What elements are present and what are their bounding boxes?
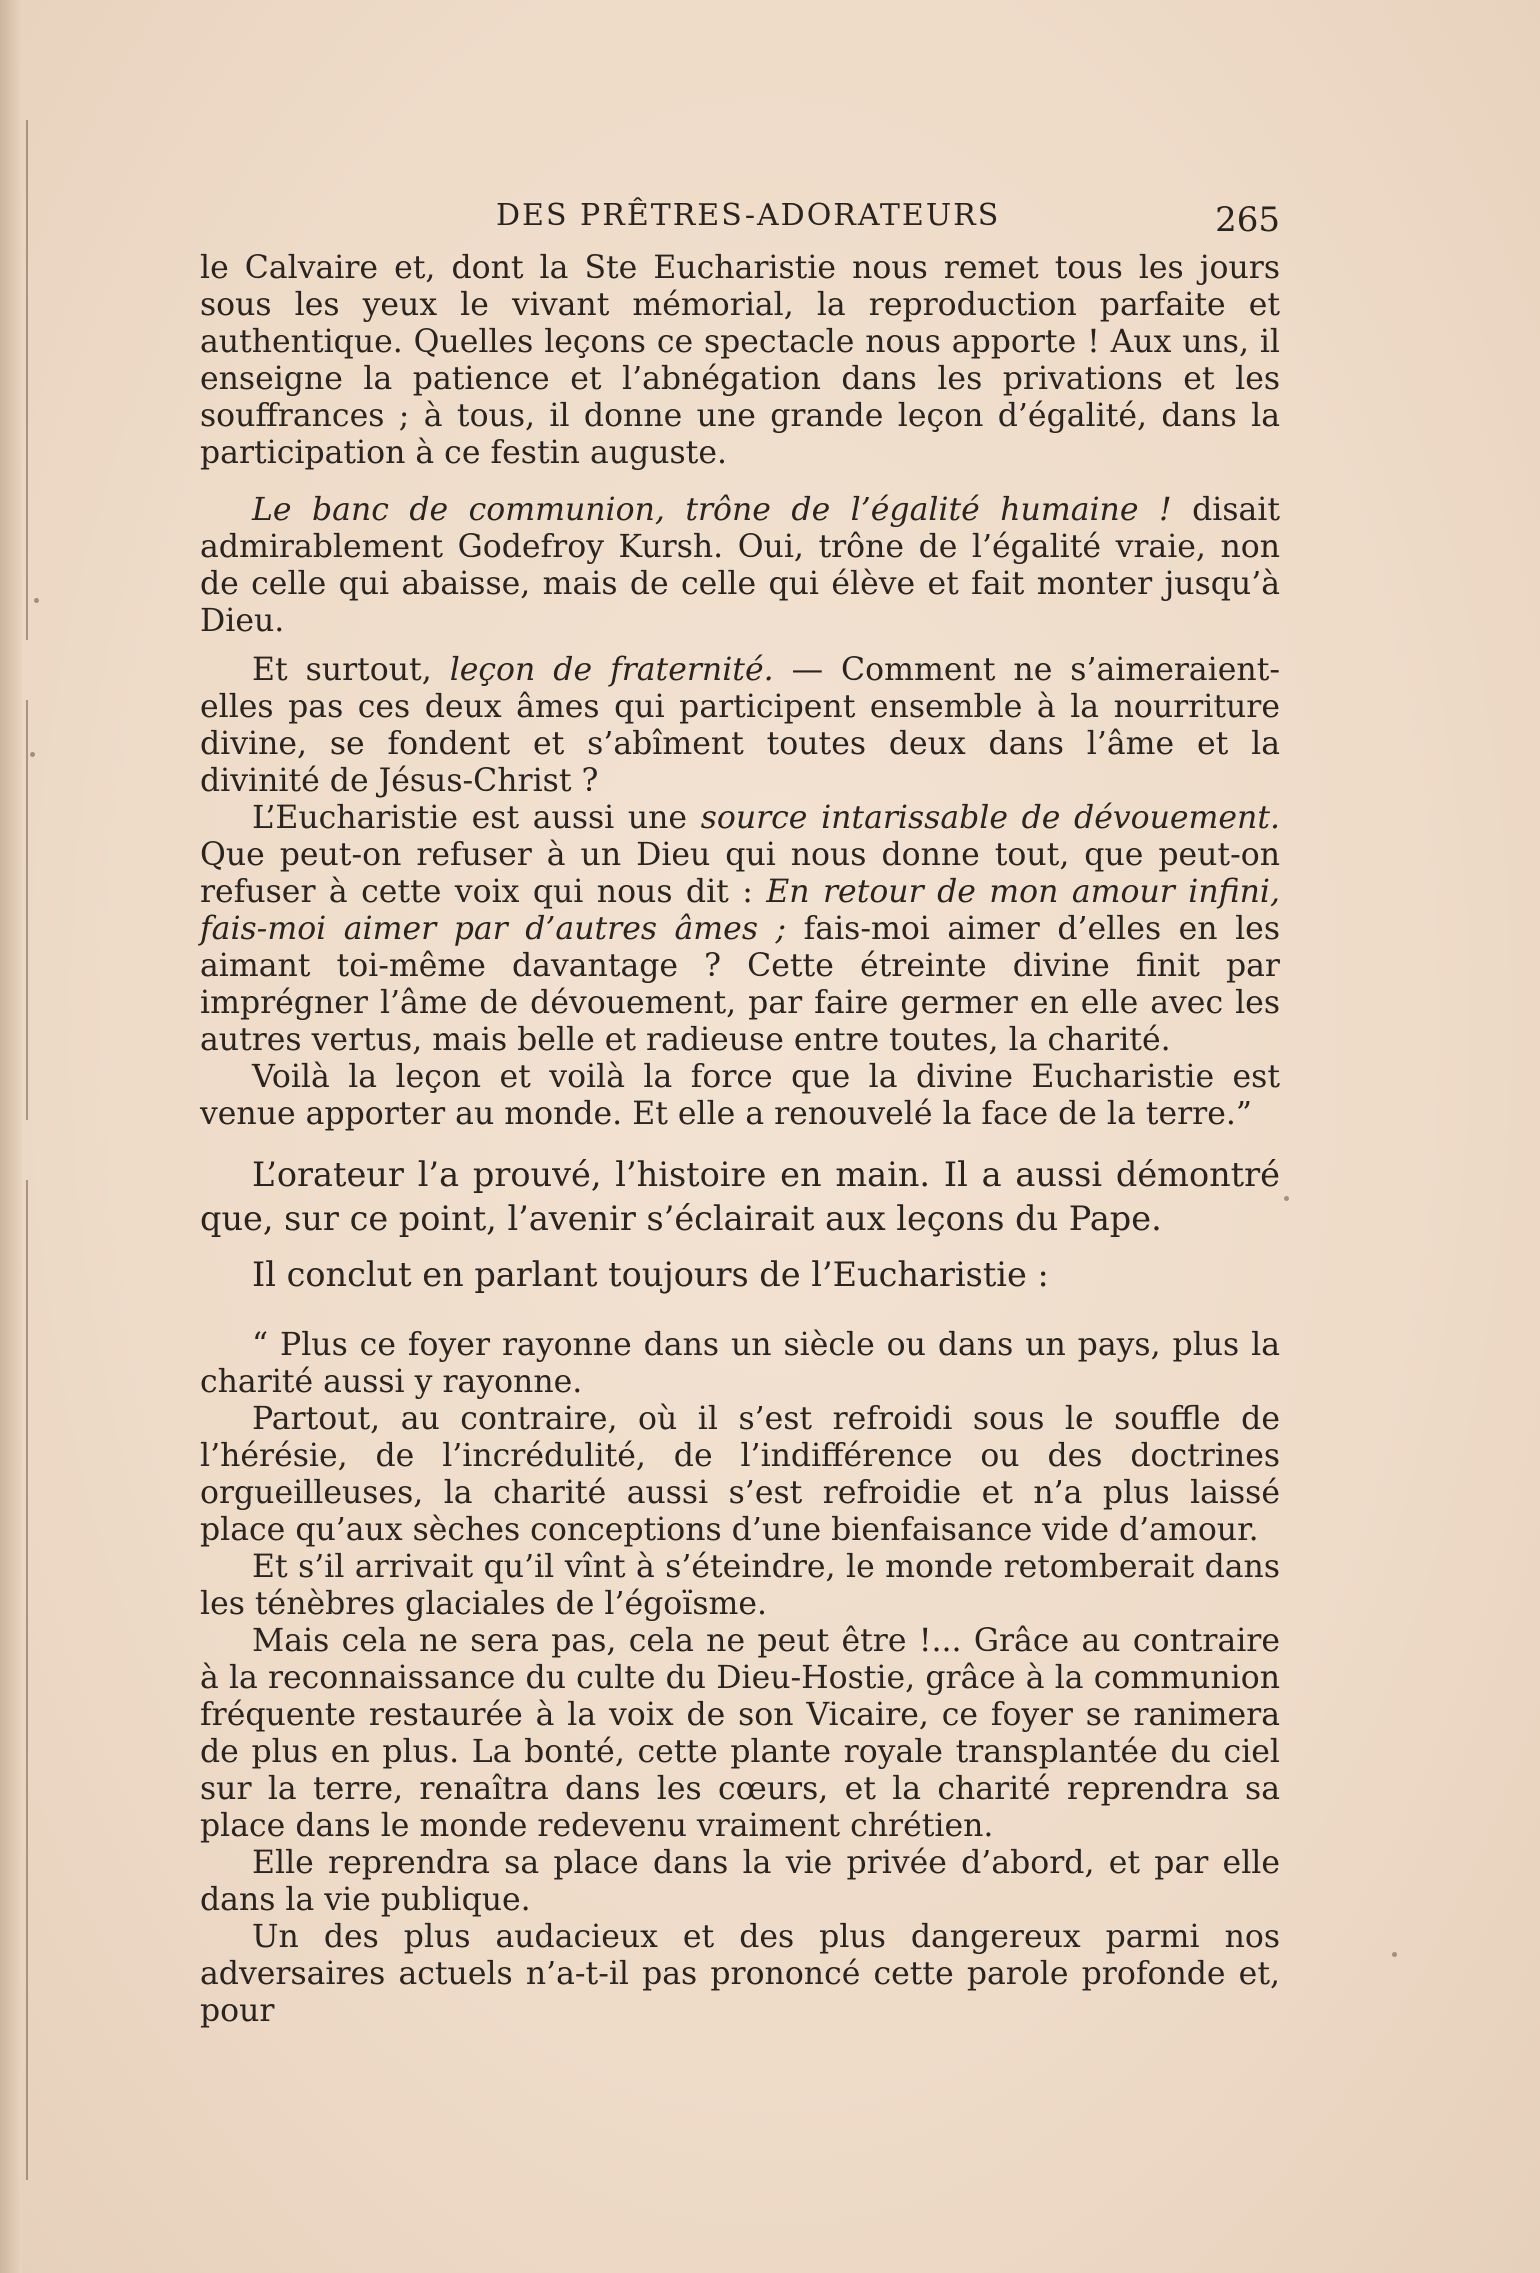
paragraph <box>200 1919 1280 2030</box>
italic-phrase: Le banc de communion, trône de l’égalité humaine ! <box>252 492 1172 528</box>
paragraph-text: Voilà la leçon et voilà la force que la divine Eucharistie est venue apporter au monde. Et elle a renouvelé la face de la terre.” <box>200 1059 1280 1132</box>
paragraph <box>200 652 1280 800</box>
paragraph-text: Un des plus audacieux et des plus dangereux parmi nos adversaires actuels n’a-t-il pas prononcé cette parole profonde et, pour <box>200 1919 1280 2029</box>
paragraph-text: “ Plus ce foyer rayonne dans un siècle ou dans un pays, plus la charité aussi y rayonne. <box>200 1327 1280 1400</box>
paragraph <box>200 492 1280 640</box>
paragraph-text: le Calvaire et, dont la Ste Eucharistie nous remet tous les jours sous les yeux le vivant mémorial, la reproduction parfaite et authentique. Quelles leçons ce spectacle nous apporte ! Aux uns, il enseigne la patience et l’abnégation dans les privations et les souffrances ; à tous, il donne une grande leçon d’égalité, dans la participation à ce festin auguste. <box>200 250 1280 471</box>
paragraph-text: fais-moi aimer d’elles en les aimant toi-même davantage ? Cette étreinte divine finit par imprégner l’âme de dévouement, par faire germer en elle avec les autres vertus, mais belle et radieuse entre toutes, la charité. <box>200 911 1280 1058</box>
paragraph <box>200 1401 1280 1549</box>
gutter-edge-line <box>26 700 28 1120</box>
paragraph <box>200 1549 1280 1623</box>
paper-speck <box>1284 1196 1289 1201</box>
gutter-edge-line <box>26 1180 28 2180</box>
paragraph-text: disait admirablement Godefroy Kursh. Oui, trône de l’égalité vraie, non de celle qui abaisse, mais de celle qui élève et fait monter jusqu’à Dieu. <box>200 492 1281 639</box>
paragraph-text: — Comment ne s’aimeraient-elles pas ces deux âmes qui participent ensemble à la nourriture divine, se fondent et s’abîment toutes deux dans l’âme et la divinité de Jésus-Christ ? <box>200 652 1280 799</box>
paragraph <box>200 1327 1280 1401</box>
paper-speck <box>34 598 39 603</box>
running-title: DES PRÊTRES-ADORATEURS <box>496 198 1001 233</box>
page-number: 265 <box>1215 200 1280 240</box>
paragraph-text: Que peut-on refuser à un Dieu qui nous donne tout, que peut-on refuser à cette voix qui nous dit : <box>200 837 1280 910</box>
italic-phrase: leçon de fraternité. <box>449 652 774 688</box>
paper-speck <box>30 752 35 757</box>
paragraph <box>200 1623 1280 1845</box>
paragraph <box>200 1059 1280 1133</box>
main-text <box>200 250 1280 2030</box>
paragraph-text: Partout, au contraire, où il s’est refroidi sous le souffle de l’hérésie, de l’incrédulité, de l’indifférence ou des doctrines orgueilleuses, la charité aussi s’est refroidie et n’a plus laissé place qu’aux sèches conceptions d’une bienfaisance vide d’amour. <box>200 1401 1280 1548</box>
paragraph <box>200 250 1280 472</box>
paragraph-text: Il conclut en parlant toujours de l’Eucharistie : <box>252 1255 1049 1294</box>
paragraph <box>200 1845 1280 1919</box>
gutter-edge-line <box>26 120 28 640</box>
paragraph-text: L’Eucharistie est aussi une <box>252 800 701 836</box>
italic-phrase: En retour de mon amour infini, fais-moi aimer par d’autres âmes ; <box>200 874 1280 947</box>
paragraph <box>200 1153 1280 1241</box>
paper-speck <box>1392 1952 1397 1957</box>
paragraph-text: Et surtout, <box>252 652 450 688</box>
paragraph <box>200 1253 1280 1297</box>
book-gutter <box>0 0 22 2273</box>
paragraph-text: Mais cela ne sera pas, cela ne peut être !... Grâce au contraire à la reconnaissance du culte du Dieu-Hostie, grâce à la communion fréquente restaurée à la voix de son Vicaire, ce foyer se ranimera de plus en plus. La bonté, cette plante royale transplantée du ciel sur la terre, renaîtra dans les cœurs, et la charité reprendra sa place dans le monde redevenu vraiment chrétien. <box>200 1623 1280 1844</box>
paragraph-text: L’orateur l’a prouvé, l’histoire en main. Il a aussi démontré que, sur ce point, l’avenir s’éclairait aux leçons du Pape. <box>200 1155 1280 1238</box>
paragraph <box>200 800 1280 1059</box>
paragraph-text: Et s’il arrivait qu’il vînt à s’éteindre, le monde retomberait dans les ténèbres glaciales de l’égoïsme. <box>200 1549 1280 1622</box>
italic-phrase: source intarissable de dévouement. <box>700 800 1281 836</box>
paragraph-text: Elle reprendra sa place dans la vie privée d’abord, et par elle dans la vie publique. <box>200 1845 1280 1918</box>
running-head <box>200 188 1280 248</box>
